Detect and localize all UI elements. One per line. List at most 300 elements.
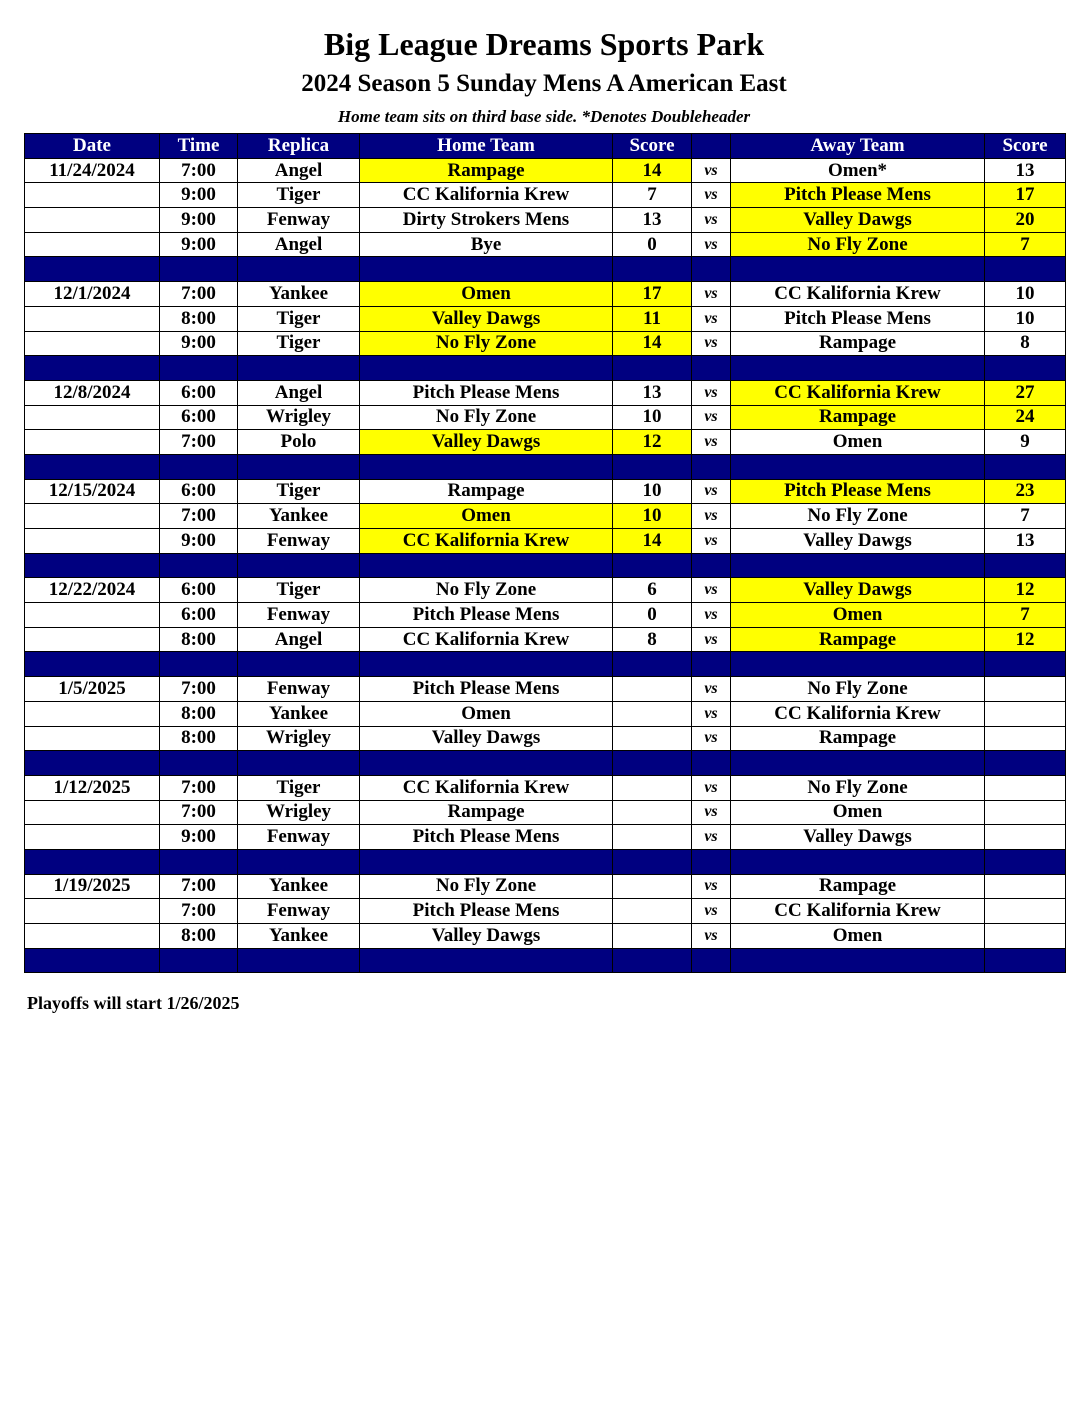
away-score-cell: 17 [985,183,1066,208]
vs-cell: vs [692,158,731,183]
home-team-cell: Valley Dawgs [360,306,613,331]
column-header-away-team: Away Team [731,134,985,159]
time-cell: 6:00 [160,479,238,504]
date-cell [25,430,160,455]
column-header-vs [692,134,731,159]
home-score-cell: 8 [613,627,692,652]
replica-cell: Yankee [238,874,360,899]
separator-cell [613,257,692,282]
separator-cell [25,849,160,874]
vs-cell: vs [692,726,731,751]
separator-cell [238,849,360,874]
week-separator-row [25,454,1066,479]
home-team-cell: Omen [360,504,613,529]
separator-cell [25,356,160,381]
date-cell [25,726,160,751]
separator-cell [25,257,160,282]
separator-cell [985,751,1066,776]
replica-cell: Tiger [238,578,360,603]
separator-cell [238,356,360,381]
vs-cell: vs [692,677,731,702]
home-score-cell [613,874,692,899]
replica-cell: Fenway [238,603,360,628]
date-cell: 12/8/2024 [25,380,160,405]
home-team-cell: Omen [360,282,613,307]
away-team-cell: CC Kalifornia Krew [731,282,985,307]
separator-cell [692,948,731,973]
replica-cell: Tiger [238,331,360,356]
home-team-cell: No Fly Zone [360,874,613,899]
home-team-cell: Valley Dawgs [360,924,613,949]
week-separator-row [25,356,1066,381]
home-score-cell [613,701,692,726]
away-score-cell [985,825,1066,850]
separator-cell [25,948,160,973]
table-row [25,603,1066,628]
date-cell [25,800,160,825]
separator-cell [985,553,1066,578]
date-cell [25,529,160,554]
time-cell: 8:00 [160,627,238,652]
table-row [25,627,1066,652]
date-cell [25,208,160,233]
vs-cell: vs [692,578,731,603]
time-cell: 7:00 [160,775,238,800]
away-score-cell: 7 [985,603,1066,628]
away-team-cell: Rampage [731,405,985,430]
page-note: Home team sits on third base side. *Denotes Doubleheader [337,107,751,126]
date-cell: 1/19/2025 [25,874,160,899]
time-cell: 6:00 [160,578,238,603]
separator-cell [238,553,360,578]
separator-cell [613,751,692,776]
time-cell: 9:00 [160,232,238,257]
table-row [25,430,1066,455]
week-separator-row [25,849,1066,874]
home-score-cell: 10 [613,405,692,430]
separator-cell [613,849,692,874]
home-score-cell [613,924,692,949]
date-cell [25,899,160,924]
away-team-cell: Rampage [731,627,985,652]
separator-cell [360,356,613,381]
table-row [25,800,1066,825]
date-cell [25,306,160,331]
vs-cell: vs [692,479,731,504]
table-header-row [25,134,1066,159]
table-row [25,479,1066,504]
time-cell: 8:00 [160,924,238,949]
week-separator-row [25,553,1066,578]
column-header-time: Time [160,134,238,159]
separator-cell [692,652,731,677]
time-cell: 9:00 [160,183,238,208]
separator-cell [160,454,238,479]
vs-cell: vs [692,208,731,233]
time-cell: 7:00 [160,430,238,455]
home-team-cell: No Fly Zone [360,331,613,356]
home-score-cell: 7 [613,183,692,208]
home-team-cell: CC Kalifornia Krew [360,529,613,554]
replica-cell: Fenway [238,677,360,702]
away-team-cell: Pitch Please Mens [731,183,985,208]
home-team-cell: Valley Dawgs [360,726,613,751]
table-row [25,282,1066,307]
separator-cell [731,849,985,874]
separator-cell [985,652,1066,677]
home-team-cell: Pitch Please Mens [360,677,613,702]
away-score-cell [985,800,1066,825]
table-row [25,578,1066,603]
separator-cell [160,751,238,776]
separator-cell [238,948,360,973]
date-cell [25,701,160,726]
replica-cell: Tiger [238,775,360,800]
separator-cell [731,751,985,776]
time-cell: 6:00 [160,405,238,430]
home-score-cell: 10 [613,504,692,529]
date-cell: 11/24/2024 [25,158,160,183]
home-score-cell [613,899,692,924]
home-score-cell [613,800,692,825]
separator-cell [160,257,238,282]
home-score-cell: 14 [613,529,692,554]
separator-cell [360,257,613,282]
separator-cell [692,356,731,381]
home-score-cell [613,825,692,850]
home-team-cell: Dirty Strokers Mens [360,208,613,233]
separator-cell [360,553,613,578]
away-score-cell: 9 [985,430,1066,455]
home-team-cell: CC Kalifornia Krew [360,775,613,800]
vs-cell: vs [692,380,731,405]
table-row [25,306,1066,331]
vs-cell: vs [692,603,731,628]
away-score-cell: 23 [985,479,1066,504]
vs-cell: vs [692,800,731,825]
time-cell: 6:00 [160,603,238,628]
away-team-cell: Valley Dawgs [731,578,985,603]
separator-cell [160,849,238,874]
replica-cell: Polo [238,430,360,455]
date-cell [25,825,160,850]
separator-cell [160,652,238,677]
home-team-cell: CC Kalifornia Krew [360,183,613,208]
date-cell: 12/1/2024 [25,282,160,307]
table-row [25,529,1066,554]
home-team-cell: Pitch Please Mens [360,825,613,850]
replica-cell: Yankee [238,701,360,726]
home-team-cell: Rampage [360,158,613,183]
away-team-cell: Omen [731,800,985,825]
home-score-cell: 14 [613,331,692,356]
separator-cell [613,553,692,578]
table-row [25,726,1066,751]
playoffs-note: Playoffs will start 1/26/2025 [27,993,240,1013]
date-cell: 12/22/2024 [25,578,160,603]
home-score-cell: 13 [613,208,692,233]
replica-cell: Wrigley [238,726,360,751]
date-cell [25,603,160,628]
vs-cell: vs [692,504,731,529]
home-score-cell: 11 [613,306,692,331]
table-row [25,825,1066,850]
separator-cell [985,454,1066,479]
column-header-home-team: Home Team [360,134,613,159]
replica-cell: Fenway [238,529,360,554]
vs-cell: vs [692,924,731,949]
away-team-cell: CC Kalifornia Krew [731,899,985,924]
column-header-date: Date [25,134,160,159]
vs-cell: vs [692,627,731,652]
separator-cell [985,356,1066,381]
vs-cell: vs [692,331,731,356]
separator-cell [25,553,160,578]
table-row [25,208,1066,233]
home-score-cell: 13 [613,380,692,405]
home-team-cell: Bye [360,232,613,257]
separator-cell [238,257,360,282]
page-title: Big League Dreams Sports Park [323,26,765,62]
home-team-cell: No Fly Zone [360,405,613,430]
time-cell: 7:00 [160,874,238,899]
home-team-cell: No Fly Zone [360,578,613,603]
replica-cell: Tiger [238,479,360,504]
separator-cell [731,948,985,973]
date-cell: 1/5/2025 [25,677,160,702]
separator-cell [985,849,1066,874]
separator-cell [731,257,985,282]
away-score-cell [985,775,1066,800]
separator-cell [613,356,692,381]
home-score-cell [613,677,692,702]
home-team-cell: Omen [360,701,613,726]
replica-cell: Angel [238,627,360,652]
home-score-cell: 6 [613,578,692,603]
home-score-cell: 0 [613,232,692,257]
away-score-cell: 7 [985,504,1066,529]
separator-cell [238,652,360,677]
vs-cell: vs [692,430,731,455]
vs-cell: vs [692,232,731,257]
table-row [25,380,1066,405]
date-cell: 1/12/2025 [25,775,160,800]
week-separator-row [25,751,1066,776]
away-team-cell: Valley Dawgs [731,825,985,850]
time-cell: 6:00 [160,380,238,405]
date-cell: 12/15/2024 [25,479,160,504]
date-cell [25,405,160,430]
table-row [25,232,1066,257]
replica-cell: Angel [238,380,360,405]
table-row [25,405,1066,430]
time-cell: 7:00 [160,800,238,825]
away-team-cell: Rampage [731,726,985,751]
away-team-cell: Pitch Please Mens [731,306,985,331]
vs-cell: vs [692,529,731,554]
time-cell: 7:00 [160,504,238,529]
away-team-cell: CC Kalifornia Krew [731,701,985,726]
date-cell [25,924,160,949]
time-cell: 7:00 [160,158,238,183]
vs-cell: vs [692,306,731,331]
separator-cell [238,751,360,776]
separator-cell [160,553,238,578]
home-team-cell: Rampage [360,479,613,504]
away-team-cell: Rampage [731,331,985,356]
date-cell [25,232,160,257]
away-team-cell: Omen [731,603,985,628]
home-team-cell: Valley Dawgs [360,430,613,455]
date-cell [25,331,160,356]
time-cell: 9:00 [160,825,238,850]
column-header-replica: Replica [238,134,360,159]
time-cell: 8:00 [160,726,238,751]
time-cell: 8:00 [160,306,238,331]
home-score-cell: 10 [613,479,692,504]
away-score-cell [985,874,1066,899]
table-row [25,874,1066,899]
replica-cell: Fenway [238,208,360,233]
away-score-cell [985,924,1066,949]
separator-cell [985,948,1066,973]
away-team-cell: No Fly Zone [731,775,985,800]
replica-cell: Wrigley [238,800,360,825]
home-score-cell: 14 [613,158,692,183]
time-cell: 7:00 [160,899,238,924]
away-team-cell: Omen [731,924,985,949]
away-score-cell: 13 [985,529,1066,554]
table-row [25,924,1066,949]
table-row [25,899,1066,924]
replica-cell: Fenway [238,899,360,924]
column-header-away-score: Score [985,134,1066,159]
away-team-cell: No Fly Zone [731,504,985,529]
home-score-cell: 17 [613,282,692,307]
away-team-cell: CC Kalifornia Krew [731,380,985,405]
table-row [25,158,1066,183]
home-score-cell: 0 [613,603,692,628]
date-cell [25,183,160,208]
away-score-cell: 10 [985,306,1066,331]
away-score-cell: 13 [985,158,1066,183]
replica-cell: Wrigley [238,405,360,430]
week-separator-row [25,652,1066,677]
replica-cell: Tiger [238,306,360,331]
separator-cell [360,849,613,874]
away-score-cell: 12 [985,578,1066,603]
separator-cell [25,454,160,479]
replica-cell: Angel [238,232,360,257]
separator-cell [692,553,731,578]
time-cell: 9:00 [160,208,238,233]
replica-cell: Angel [238,158,360,183]
table-row [25,183,1066,208]
away-score-cell: 12 [985,627,1066,652]
separator-cell [692,849,731,874]
vs-cell: vs [692,825,731,850]
away-score-cell [985,726,1066,751]
separator-cell [692,257,731,282]
away-score-cell [985,899,1066,924]
home-team-cell: Pitch Please Mens [360,899,613,924]
table-row [25,775,1066,800]
vs-cell: vs [692,874,731,899]
separator-cell [692,751,731,776]
separator-cell [692,454,731,479]
page-subtitle: 2024 Season 5 Sunday Mens A American East [301,70,787,97]
separator-cell [25,751,160,776]
separator-cell [613,948,692,973]
away-team-cell: Omen* [731,158,985,183]
time-cell: 8:00 [160,701,238,726]
separator-cell [160,948,238,973]
replica-cell: Fenway [238,825,360,850]
vs-cell: vs [692,282,731,307]
time-cell: 7:00 [160,282,238,307]
table-row [25,677,1066,702]
separator-cell [238,454,360,479]
home-team-cell: Pitch Please Mens [360,380,613,405]
home-score-cell: 12 [613,430,692,455]
away-team-cell: Pitch Please Mens [731,479,985,504]
separator-cell [731,356,985,381]
week-separator-row [25,257,1066,282]
column-header-home-score: Score [613,134,692,159]
vs-cell: vs [692,183,731,208]
replica-cell: Yankee [238,504,360,529]
replica-cell: Yankee [238,924,360,949]
time-cell: 9:00 [160,529,238,554]
away-score-cell [985,677,1066,702]
vs-cell: vs [692,775,731,800]
home-score-cell [613,726,692,751]
home-team-cell: CC Kalifornia Krew [360,627,613,652]
table-row [25,331,1066,356]
time-cell: 9:00 [160,331,238,356]
home-team-cell: Pitch Please Mens [360,603,613,628]
away-score-cell [985,701,1066,726]
schedule-table [24,133,1066,973]
date-cell [25,627,160,652]
table-row [25,701,1066,726]
date-cell [25,504,160,529]
replica-cell: Yankee [238,282,360,307]
separator-cell [360,652,613,677]
time-cell: 7:00 [160,677,238,702]
separator-cell [360,454,613,479]
vs-cell: vs [692,405,731,430]
away-team-cell: Omen [731,430,985,455]
separator-cell [731,454,985,479]
separator-cell [731,553,985,578]
separator-cell [985,257,1066,282]
home-team-cell: Rampage [360,800,613,825]
away-score-cell: 10 [985,282,1066,307]
separator-cell [360,751,613,776]
away-score-cell: 7 [985,232,1066,257]
away-team-cell: No Fly Zone [731,232,985,257]
away-team-cell: No Fly Zone [731,677,985,702]
home-score-cell [613,775,692,800]
separator-cell [613,454,692,479]
away-score-cell: 8 [985,331,1066,356]
away-team-cell: Rampage [731,874,985,899]
vs-cell: vs [692,899,731,924]
separator-cell [731,652,985,677]
table-row [25,504,1066,529]
separator-cell [160,356,238,381]
